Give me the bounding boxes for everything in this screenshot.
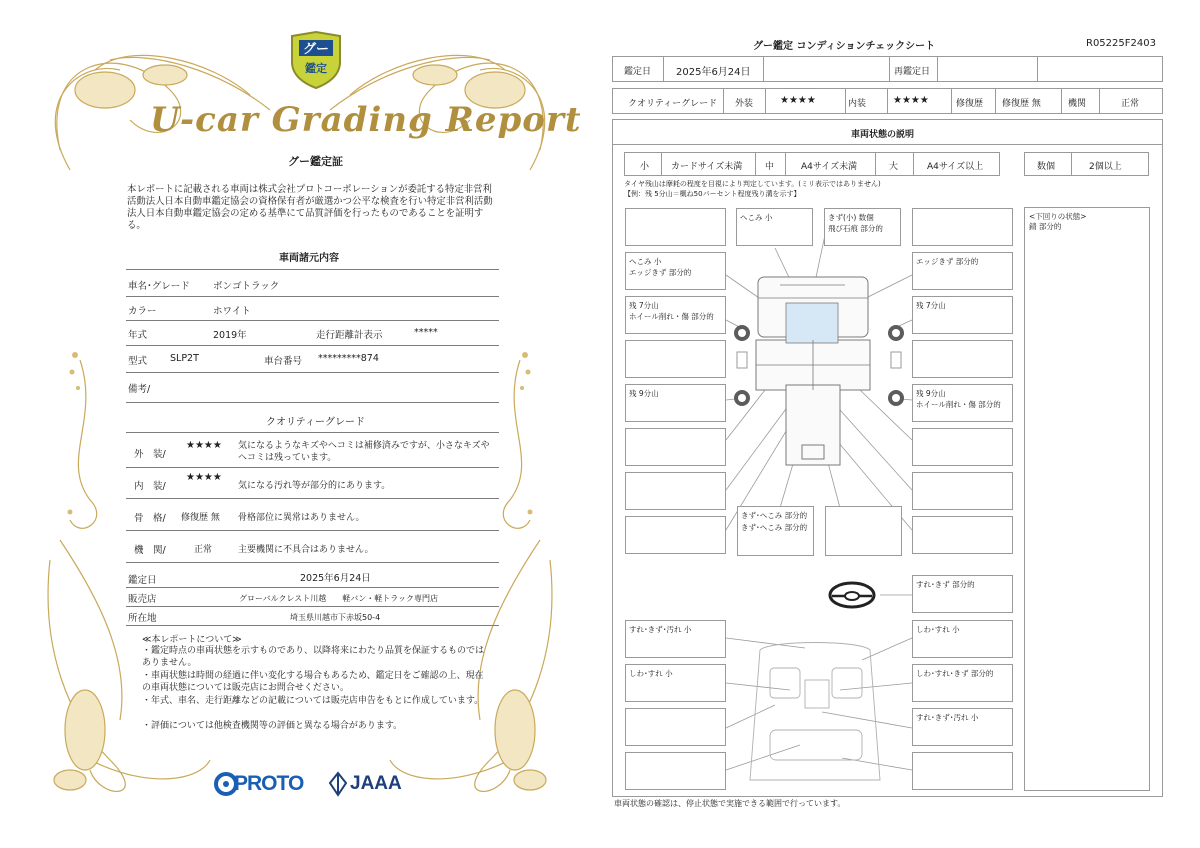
condition-box [737,506,814,556]
address-value: 埼玉県川越市下赤坂50-4 [290,613,381,622]
sheet-exterior-label: 外装 [735,99,754,109]
mileage-value: ***** [414,327,438,338]
model-value: SLP2T [170,353,199,364]
jaaa-mark-icon [328,771,348,797]
engine-status: 正常 [194,545,213,555]
frame-text: 骨格部位に異常はありません。 [238,513,365,523]
condition-text: エッジきず 部分的 [916,257,979,266]
chassis-value: *********874 [318,353,379,364]
year-label: 年式 [128,330,148,341]
condition-box [625,296,726,334]
condition-text: 残 9分山 [629,389,659,398]
condition-box [912,340,1013,378]
sheet-engine-label: 機関 [1068,99,1087,109]
report-title: U-car Grading Report [150,100,582,140]
condition-text: 残 7分山 ホイール削れ・傷 部分的 [629,301,714,321]
condition-box [625,384,726,422]
exterior-label: 外 装/ [134,449,166,460]
jaaa-logo [328,771,418,797]
color-value: ホワイト [213,306,251,317]
condition-text: きず(小) 数個 飛び石痕 部分的 [828,213,883,233]
note-3: ・年式、車名、走行距離などの記載については販売店申告をもとに作成しています。 [142,696,484,706]
condition-box [912,252,1013,290]
size-large: 大 [889,162,899,172]
mileage-label: 走行距離計表示 [316,330,383,341]
specs-header: 車両諸元内容 [279,253,339,264]
size-small: 小 [640,162,650,172]
condition-box [912,620,1013,658]
address-label: 所在地 [128,613,157,624]
condition-box [736,208,813,246]
certificate-title: グー鑑定証 [288,155,343,168]
condition-box [625,252,726,290]
note-2: ・車両状態は時間の経過に伴い変化する場合もあるため、鑑定日をご確認の上、現在の車両状態については販売店にお問合せください。 [142,671,484,693]
sheet-interior-label: 内装 [848,99,867,109]
sheet-exterior-stars: ★★★★ [780,95,816,106]
size-small-desc: カードサイズ未満 [671,162,743,172]
sheet-engine-value: 正常 [1121,99,1140,109]
proto-text: PROTO [234,772,304,795]
condition-text: 残 7分山 [916,301,946,310]
condition-box [625,428,726,466]
condition-text: すれ･きず･汚れ 小 [916,713,979,722]
repair-value: 修復歴 無 [1002,99,1041,109]
condition-box [625,472,726,510]
size-mid-desc: A4サイズ未満 [801,162,858,172]
condition-box [912,208,1013,246]
condition-text: すれ･きず 部分的 [916,580,975,589]
exterior-stars: ★★★★ [186,440,222,451]
condition-box [625,708,726,746]
name-value: ボンゴトラック [213,281,280,292]
condition-box [912,664,1013,702]
re-date-label: 再鑑定日 [894,67,931,77]
sheet-title: グー鑑定 コンディションチェックシート [753,41,936,52]
condition-text: へこみ 小 エッジきず 部分的 [629,257,692,277]
condition-box [625,664,726,702]
remarks-label: 備考/ [128,384,151,395]
count-value: 2個以上 [1089,162,1122,172]
goo-kantei-logo [287,30,345,90]
condition-box [625,208,726,246]
date-value: 2025年6月24日 [300,573,371,584]
certificate-intro: 本レポートに記載される車両は株式会社プロトコーポレーションが委託する特定非営利活動法人日本自動車鑑定協会の資格保有者が厳選かつ公平な検査を行い特定非営利活動法人日本自動車鑑定協会の定める基準にて品質評価を行ったものであることを証明する。 [127,184,493,231]
proto-logo [214,771,324,797]
condition-box [825,506,902,556]
jaaa-text: JAAA [350,773,402,794]
explain-header: 車両状態の説明 [851,130,915,140]
condition-text: 残 9分山 ホイール削れ・傷 部分的 [916,389,1001,409]
model-label: 型式 [128,356,148,367]
size-large-desc: A4サイズ以上 [927,162,984,172]
condition-text: すれ･きず･汚れ 小 [629,625,692,634]
interior-label: 内 装/ [134,481,166,492]
dealer-label: 販売店 [128,594,157,605]
svg-text:鑑定: 鑑定 [305,63,327,75]
grade-label: クオリティーグレード [628,99,718,109]
sheet-date-value: 2025年6月24日 [676,67,751,78]
count-label: 数個 [1037,162,1056,172]
condition-box [912,516,1013,554]
condition-text: きず･へこみ 部分的 きず･へこみ 部分的 [741,511,808,532]
engine-label: 機 関/ [134,545,166,556]
repair-label: 修復歴 [956,99,984,109]
condition-box [912,752,1013,790]
steering-wheel-icon [830,583,874,607]
footer-note: 車両状態の確認は、停止状態で実施できる範囲で行っています。 [614,799,846,808]
condition-box [912,428,1013,466]
engine-text: 主要機関に不具合はありません。 [238,545,374,555]
note-1: ・鑑定時点の車両状態を示すものであり、以降将来にわたり品質を保証するものではありません。 [142,646,485,668]
condition-text: しわ･すれ 小 [916,625,960,634]
tire-note-1: タイヤ残山は摩耗の程度を目視により判定しています。(ミリ表示ではありません) [624,180,881,188]
exterior-text: 気になるようなキズやヘコミは補修済みですが、小さなキズやヘコミは残っています。 [238,441,490,463]
interior-stars: ★★★★ [186,472,222,483]
underbody-value: 錆 部分的 [1029,222,1062,231]
notes-title: ≪本レポートについて≫ [142,635,242,645]
underbody-label: <下回りの状態> [1029,212,1087,221]
note-4: ・評価については他検査機関等の評価と異なる場合があります。 [142,721,403,731]
frame-label: 骨 格/ [134,513,166,524]
color-label: カラー [128,306,157,317]
condition-box [625,620,726,658]
condition-text: へこみ 小 [740,213,773,222]
frame-status: 修復歴 無 [181,513,220,523]
year-value: 2019年 [213,330,247,341]
size-mid: 中 [765,162,775,172]
sheet-code: R05225F2403 [1086,38,1156,49]
condition-box [625,752,726,790]
sheet-interior-stars: ★★★★ [893,95,929,106]
tire-note-2: 【例：残 5分山＝概ね50パーセント程度残り溝を示す】 [624,190,801,198]
condition-box [912,384,1013,422]
name-label: 車名･グレード [128,281,190,292]
condition-box [824,208,901,246]
condition-box [912,575,1013,613]
condition-text: しわ･すれ 小 [629,669,673,678]
sheet-date-label: 鑑定日 [624,67,652,77]
condition-box [912,708,1013,746]
quality-header: クオリティーグレード [266,417,365,428]
condition-box [912,472,1013,510]
interior-text: 気になる汚れ等が部分的にあります。 [238,481,391,491]
condition-box [625,516,726,554]
condition-box [912,296,1013,334]
condition-box [625,340,726,378]
svg-text:グー: グー [302,41,330,56]
dealer-value: グローバルクレスト川越 軽バン・軽トラック専門店 [239,594,439,603]
date-label: 鑑定日 [128,575,157,586]
chassis-label: 車台番号 [264,356,303,367]
condition-text: しわ･すれ･きず 部分的 [916,669,994,678]
condition-check-sheet [600,0,1200,848]
